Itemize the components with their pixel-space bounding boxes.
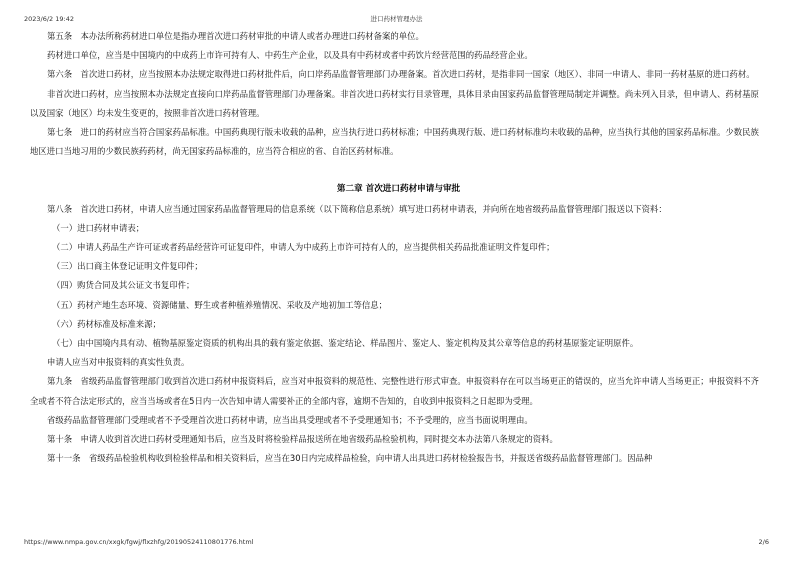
paragraph-acceptance: 省级药品监督管理部门受理或者不予受理首次进口药材申请，应当出具受理或者不予受理通知书；不予受理的，应当书面说明理由。 bbox=[47, 414, 533, 425]
list-item: （二）申请人药品生产许可证或者药品经营许可证复印件，申请人为中成药上市许可持有人的，应当提供相关药品批准证明文件复印件； bbox=[52, 242, 555, 253]
list-item: （七）由中国境内具有动、植物基原鉴定资质的机构出具的载有鉴定依据、鉴定结论、样品图片、鉴定人、鉴定机构及其公章等信息的药材基原鉴定证明原件。 bbox=[52, 338, 639, 349]
list-item: （六）药材标准及标准来源； bbox=[52, 318, 161, 329]
page-header bbox=[24, 13, 769, 25]
paragraph-import-unit: 药材进口单位，应当是中国境内的中成药上市许可持有人、中药生产企业，以及具有中药材或者中药饮片经营范围的药品经营企业。 bbox=[47, 50, 533, 61]
article-9: 第九条 省级药品监督管理部门收到首次进口药材申报资料后，应当对申报资料的规范性、完整性进行形式审查。申报资料存在可以当场更正的错误的，应当允许申请人当场更正；申报资料不齐全或者不符合法定形式的，应当当场或者在5日内一次告知申请人需要补正的全部内容，逾期不告知的，自收到申报资料之日起即为受理。 bbox=[30, 376, 759, 406]
page-number: 2/6 bbox=[758, 538, 769, 546]
paragraph-non-first-import: 非首次进口药材，应当按照本办法规定直接向口岸药品监督管理部门办理备案。非首次进口药材实行目录管理，具体目录由国家药品监督管理局制定并调整。尚未列入目录，但申请人、药材基原以及国家（地区）均未发生变更的，按照非首次进口药材管理。 bbox=[30, 88, 759, 118]
article-5: 第五条 本办法所称药材进口单位是指办理首次进口药材审批的申请人或者办理进口药材备案的单位。 bbox=[47, 31, 424, 41]
list-item: （四）购货合同及其公证文书复印件； bbox=[52, 280, 195, 291]
page-footer bbox=[24, 536, 769, 548]
header-datetime: 2023/6/2 19:42 bbox=[24, 15, 74, 23]
list-item: （一）进口药材申请表； bbox=[52, 222, 145, 233]
spacer bbox=[30, 161, 767, 180]
list-item: （三）出口商主体登记证明文件复印件； bbox=[52, 261, 203, 272]
article-10: 第十条 申请人收到首次进口药材受理通知书后，应当及时将检验样品报送所在地省级药品检验机构，同时提交本办法第八条规定的资料。 bbox=[47, 434, 558, 445]
document-body bbox=[30, 27, 767, 468]
paragraph-authenticity: 申请人应当对申报资料的真实性负责。 bbox=[47, 357, 190, 368]
article-8: 第八条 首次进口药材，申请人应当通过国家药品监督管理局的信息系统（以下简称信息系统）填写进口药材申请表，并向所在地省级药品监督管理部门报送以下资料： bbox=[47, 203, 667, 214]
list-item: （五）药材产地生态环境、资源储量、野生或者种植养殖情况、采收及产地初加工等信息； bbox=[52, 299, 387, 310]
article-7: 第七条 进口的药材应当符合国家药品标准。中国药典现行版未收载的品种，应当执行进口药材标准；中国药典现行版、进口药材标准均未收载的品种，应当执行其他的国家药品标准。少数民族地区进口当地习用的少数民族药药材，尚无国家药品标准的，应当符合相应的省、自治区药材标准。 bbox=[30, 127, 759, 157]
chapter-title: 第二章 首次进口药材申请与审批 bbox=[336, 184, 461, 195]
article-6: 第六条 首次进口药材，应当按照本办法规定取得进口药材批件后，向口岸药品监督管理部门办理备案。首次进口药材，是指非同一国家（地区）、非同一申请人、非同一药材基原的进口药材。 bbox=[47, 69, 755, 80]
header-title: 进口药材管理办法 bbox=[370, 15, 423, 23]
article-11: 第十一条 省级药品检验机构收到检验样品和相关资料后，应当在30日内完成样品检验，向申请人出具进口药材检验报告书，并报送省级药品监督管理部门。因品种 bbox=[47, 453, 653, 464]
footer-url: https://www.nmpa.gov.cn/xxgk/fgwj/flxzhfg/20190524110801776.html bbox=[24, 538, 254, 546]
